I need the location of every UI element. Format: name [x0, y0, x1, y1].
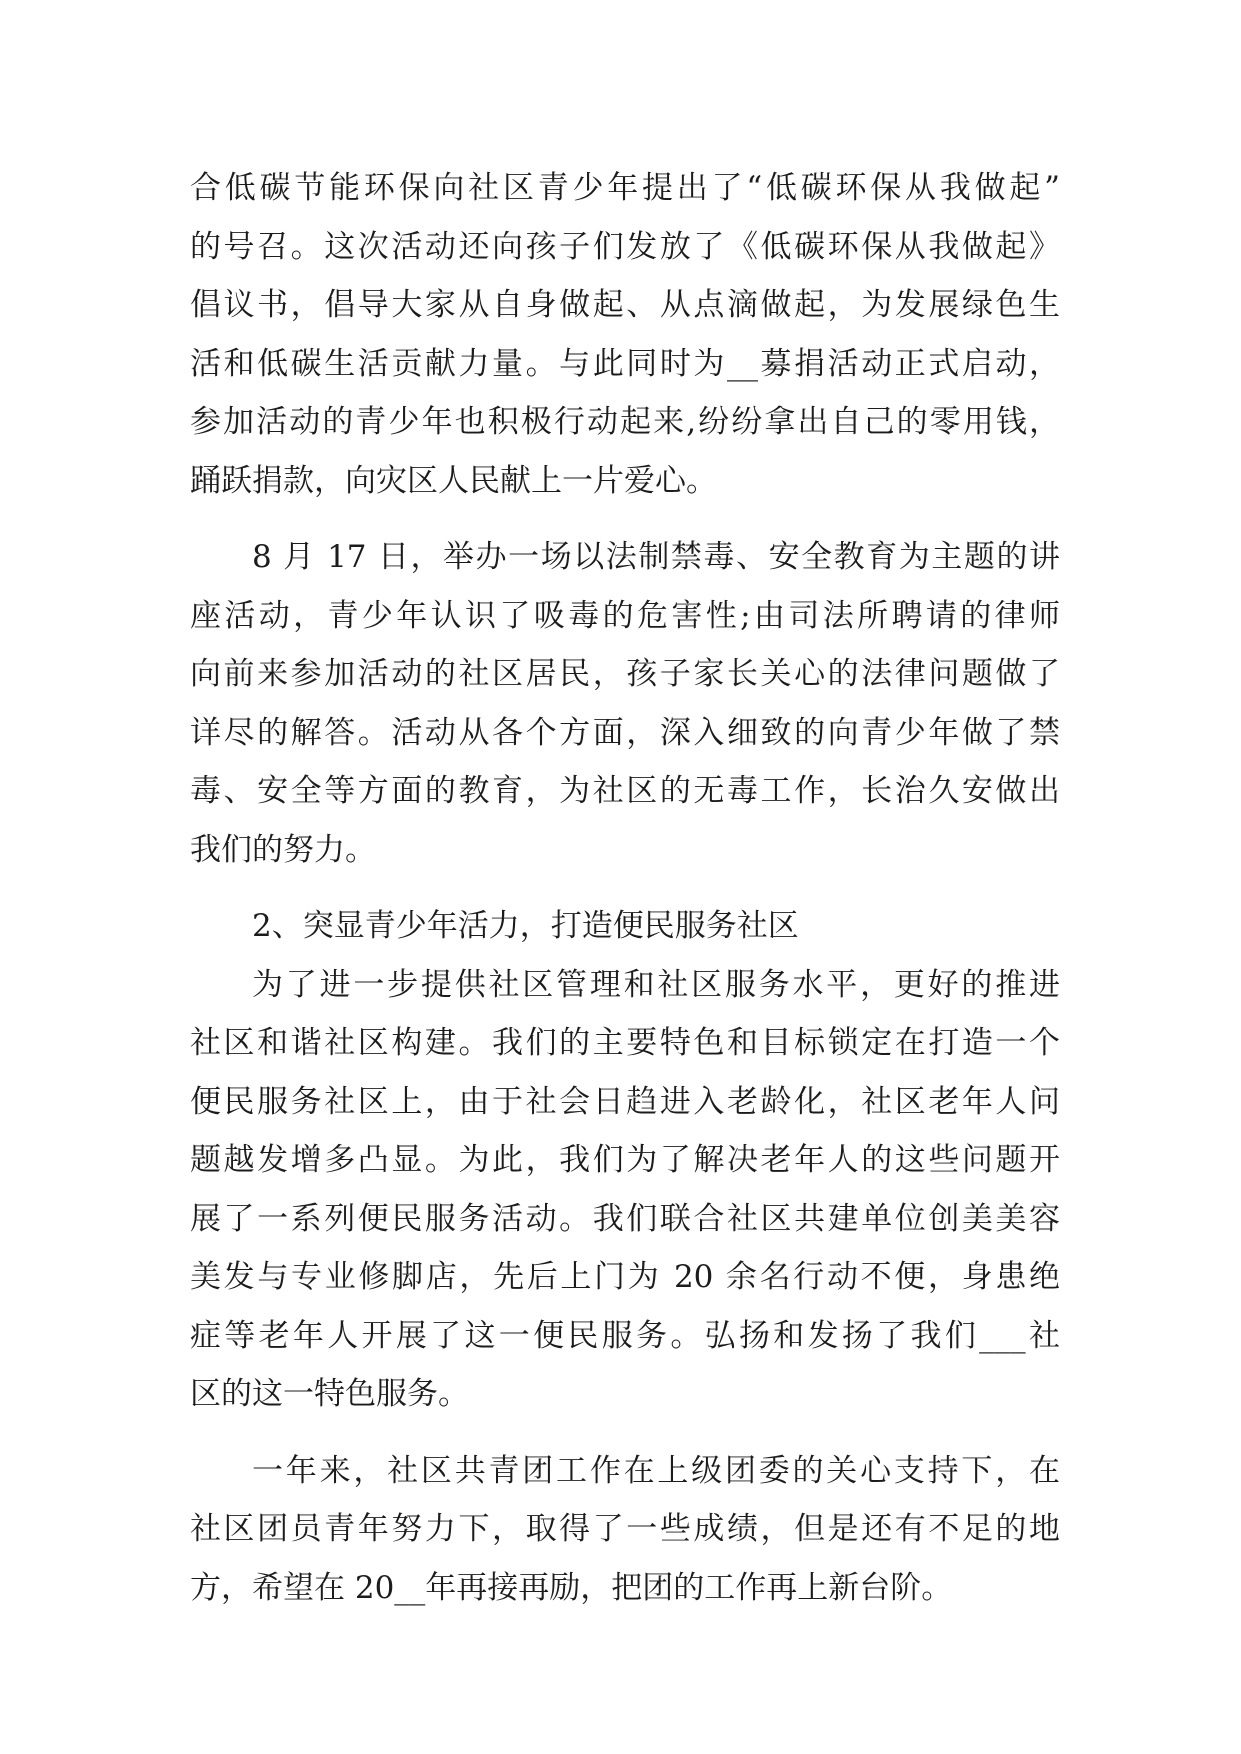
text-line: 便民服务社区上，由于社会日趋进入老龄化，社区老年人问 [190, 1083, 1060, 1120]
text-line: 毒、安全等方面的教育，为社区的无毒工作，长治久安做出 [190, 773, 1060, 809]
text-line: 方，希望在 20__年再接再励，把团的工作再上新台阶。 [190, 1569, 953, 1606]
text-line: 症等老年人开展了这一便民服务。弘扬和发扬了我们___社 [190, 1317, 1060, 1354]
text-line: 为了进一步提供社区管理和社区服务水平，更好的推进 [252, 966, 1060, 1003]
text-line: 题越发增多凸显。为此，我们为了解决老年人的这些问题开 [190, 1142, 1060, 1178]
text-line: 我们的努力。 [190, 831, 376, 868]
paragraph-1 [190, 159, 1060, 510]
text-line: 8 月 17 日，举办一场以法制禁毒、安全教育为主题的讲 [252, 539, 1060, 575]
paragraph-4 [190, 1442, 1060, 1618]
text-line: 美发与专业修脚店，先后上门为 20 余名行动不便，身患绝 [190, 1259, 1060, 1295]
text-line: 向前来参加活动的社区居民，孩子家长关心的法律问题做了 [190, 656, 1060, 692]
text-line: 踊跃捐款，向灾区人民献上一片爱心。 [190, 462, 717, 499]
text-line: 一年来，社区共青团工作在上级团委的关心支持下，在 [252, 1452, 1060, 1489]
paragraph-3 [190, 956, 1060, 1424]
text-line: 座活动，青少年认识了吸毒的危害性;由司法所聘请的律师 [190, 597, 1060, 634]
document-body [190, 159, 1060, 1617]
text-line: 展了一系列便民服务活动。我们联合社区共建单位创美美容 [190, 1200, 1060, 1237]
text-line: 社区团员青年努力下，取得了一些成绩，但是还有不足的地 [190, 1511, 1060, 1547]
paragraph-2 [190, 528, 1060, 879]
section-heading [190, 897, 1060, 956]
text-line: 区的这一特色服务。 [190, 1376, 469, 1412]
text-line: 的号召。这次活动还向孩子们发放了《低碳环保从我做起》 [190, 228, 1060, 265]
text-line: 活和低碳生活贡献力量。与此同时为__募捐活动正式启动， [190, 345, 1060, 382]
text-line: 社区和谐社区构建。我们的主要特色和目标锁定在打造一个 [190, 1025, 1060, 1061]
text-line: 详尽的解答。活动从各个方面，深入细致的向青少年做了禁 [190, 714, 1060, 751]
heading-line: 2、突显青少年活力，打造便民服务社区 [252, 908, 799, 944]
text-line: 参加活动的青少年也积极行动起来,纷纷拿出自己的零用钱， [190, 404, 1060, 440]
text-line: 合低碳节能环保向社区青少年提出了“低碳环保从我做起” [190, 170, 1060, 206]
text-line: 倡议书，倡导大家从自身做起、从点滴做起，为发展绿色生 [190, 287, 1060, 323]
